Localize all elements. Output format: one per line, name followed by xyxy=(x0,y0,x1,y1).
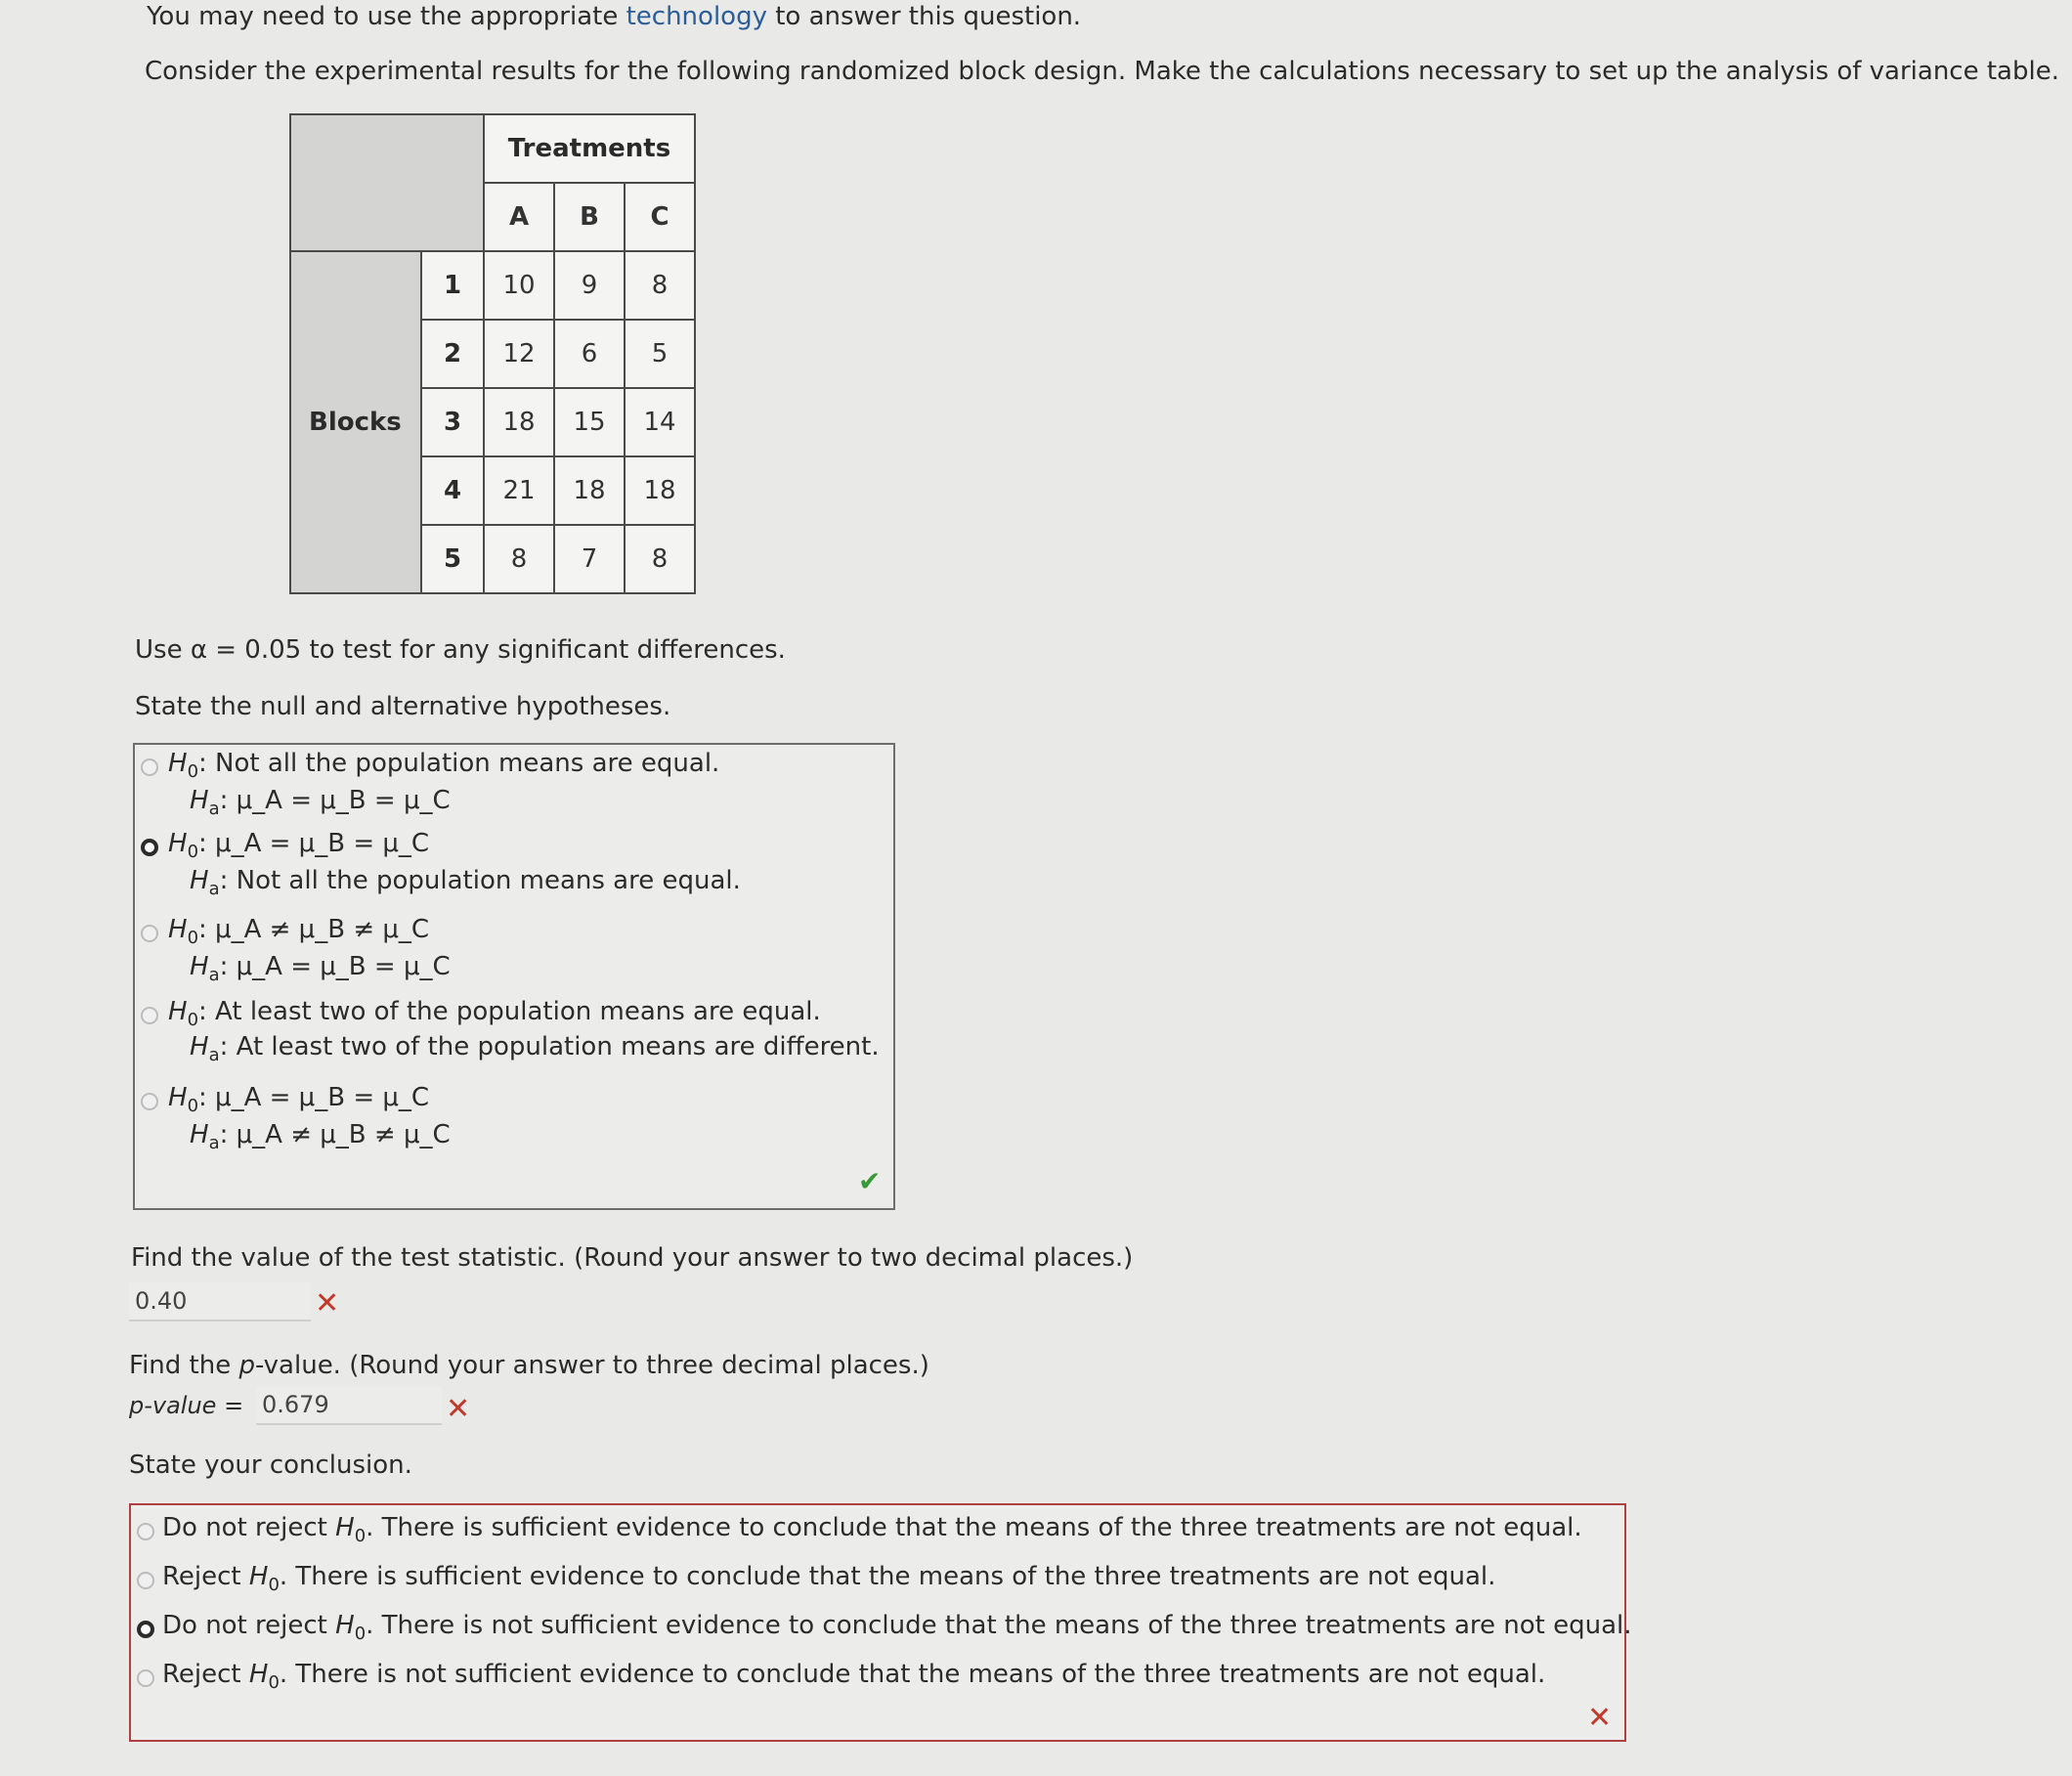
test-statistic-prompt: Find the value of the test statistic. (Round your answer to two decimal places.) xyxy=(131,1243,1134,1273)
incorrect-x-icon: ✕ xyxy=(1587,1701,1613,1735)
hypothesis-option-5-h0[interactable]: $H_0$: μ_A = μ_B = μ_C xyxy=(168,1083,430,1117)
table-cell: 14 xyxy=(625,388,695,456)
conclusion-radio-1[interactable] xyxy=(137,1523,154,1540)
p-value-prompt: Find the p-value. (Round your answer to three decimal places.) xyxy=(129,1351,929,1380)
table-corner xyxy=(290,114,484,251)
hypothesis-radio-4[interactable] xyxy=(141,1007,158,1024)
block-number: 5 xyxy=(421,525,484,593)
hypothesis-option-4-ha: $H_a$: At least two of the population means are different. xyxy=(190,1032,880,1066)
hypothesis-option-2-h0[interactable]: $H_0$: μ_A = μ_B = μ_C xyxy=(168,829,430,863)
conclusion-option-3[interactable]: Do not reject $H_0$. There is not sufficient evidence to conclude that the means of the three treatments are not equal. xyxy=(162,1611,1632,1645)
hypothesis-radio-1[interactable] xyxy=(141,758,158,776)
table-cell: 12 xyxy=(484,320,554,388)
hypothesis-option-5-ha: $H_a$: μ_A ≠ μ_B ≠ μ_C xyxy=(190,1120,451,1154)
conclusion-box xyxy=(129,1503,1632,1742)
hypothesis-option-1-h0[interactable]: $H_0$: Not all the population means are equal. xyxy=(168,749,720,783)
blocks-label: Blocks xyxy=(290,251,421,593)
conclusion-option-4[interactable]: Reject $H_0$. There is not sufficient evidence to conclude that the means of the three treatments are not equal. xyxy=(162,1660,1546,1694)
technology-link[interactable]: technology xyxy=(626,2,767,31)
table-cell: 5 xyxy=(625,320,695,388)
intro-line-2: Consider the experimental results for the following randomized block design. Make the calculations necessary to set up the analysis of variance table. xyxy=(145,57,2059,86)
conclusion-radio-4[interactable] xyxy=(137,1669,154,1687)
table-cell: 15 xyxy=(554,388,625,456)
test-statistic-input[interactable]: 0.40 xyxy=(129,1282,311,1321)
conclusion-radio-2[interactable] xyxy=(137,1572,154,1589)
block-number: 1 xyxy=(421,251,484,320)
hypothesis-option-3-h0[interactable]: $H_0$: μ_A ≠ μ_B ≠ μ_C xyxy=(168,915,430,949)
block-number: 2 xyxy=(421,320,484,388)
table-cell: 21 xyxy=(484,456,554,525)
table-cell: 18 xyxy=(484,388,554,456)
table-cell: 8 xyxy=(484,525,554,593)
intro-line-1: You may need to use the appropriate technology to answer this question. xyxy=(147,2,1082,31)
incorrect-x-icon: ✕ xyxy=(446,1392,471,1426)
table-cell: 6 xyxy=(554,320,625,388)
hypotheses-prompt: State the null and alternative hypotheses. xyxy=(135,692,671,721)
p-value-input[interactable]: 0.679 xyxy=(256,1386,442,1425)
treatments-header: Treatments xyxy=(484,114,695,183)
treatment-label-a: A xyxy=(484,183,554,251)
table-cell: 9 xyxy=(554,251,625,320)
block-design-table xyxy=(289,113,696,594)
conclusion-option-2[interactable]: Reject $H_0$. There is sufficient evidence to conclude that the means of the three treatments are not equal. xyxy=(162,1562,1496,1596)
hypothesis-option-1-ha: $H_a$: μ_A = μ_B = μ_C xyxy=(190,786,451,820)
hypotheses-box xyxy=(133,743,895,1210)
treatment-label-b: B xyxy=(554,183,625,251)
table-cell: 18 xyxy=(554,456,625,525)
block-number: 4 xyxy=(421,456,484,525)
treatment-label-c: C xyxy=(625,183,695,251)
conclusion-option-1[interactable]: Do not reject $H_0$. There is sufficient evidence to conclude that the means of the three treatments are not equal. xyxy=(162,1513,1582,1547)
correct-check-icon: ✔ xyxy=(858,1165,882,1197)
hypothesis-radio-2-selected[interactable] xyxy=(141,839,158,856)
hypothesis-option-2-ha: $H_a$: Not all the population means are equal. xyxy=(190,866,741,900)
incorrect-x-icon: ✕ xyxy=(315,1286,340,1321)
table-cell: 8 xyxy=(625,525,695,593)
conclusion-radio-3-selected[interactable] xyxy=(137,1621,154,1638)
alpha-instruction: Use α = 0.05 to test for any significant differences. xyxy=(135,635,786,665)
table-cell: 8 xyxy=(625,251,695,320)
table-cell: 10 xyxy=(484,251,554,320)
block-number: 3 xyxy=(421,388,484,456)
p-value-label: p-value = xyxy=(129,1392,244,1419)
table-cell: 7 xyxy=(554,525,625,593)
hypothesis-radio-3[interactable] xyxy=(141,925,158,942)
table-cell: 18 xyxy=(625,456,695,525)
conclusion-prompt: State your conclusion. xyxy=(129,1451,412,1480)
hypothesis-radio-5[interactable] xyxy=(141,1093,158,1110)
hypothesis-option-4-h0[interactable]: $H_0$: At least two of the population means are equal. xyxy=(168,997,821,1031)
hypothesis-option-3-ha: $H_a$: μ_A = μ_B = μ_C xyxy=(190,952,451,986)
